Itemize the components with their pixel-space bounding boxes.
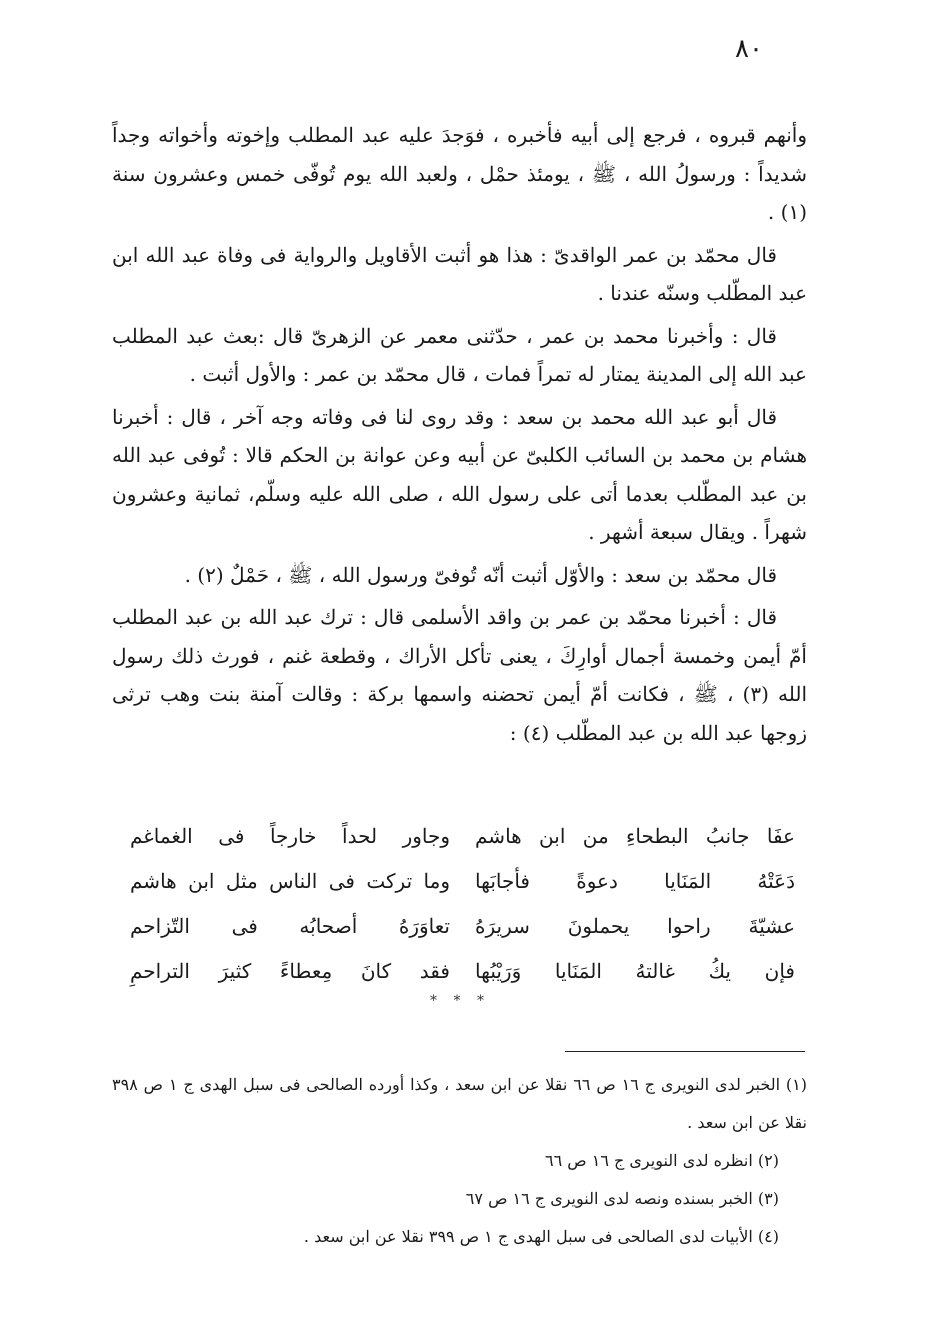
poem-verse: [130, 948, 795, 993]
poem-verse: [130, 858, 795, 903]
poem-verse: [130, 813, 795, 858]
paragraph: قال أبو عبد الله محمد بن سعد : وقد روى لنا فى وفاته وجه آخر ، قال : أخبرنا هشام بن محمد بن السائب الكلبىّ عن أبيه وعن عوانة بن الحكم قالا : تُوفى عبد الله بن عبد المطّلب بعدما أتى على رسول الله ، صلى الله عليه وسلّم، ثمانية وعشرون شهراً . ويقال سبعة أشهر .: [112, 404, 807, 544]
paragraph: قال محمّد بن سعد : والأوّل أثبت أنّه تُوفىّ ورسول الله ، ﷺ ، حَمْلٌ (٢) .: [184, 562, 777, 587]
hemistich-second: فقد كانَ مِعطاءً كثيرَ التراحمِ: [130, 958, 450, 983]
hemistich-first: عفَا جانبُ البطحاءِ من ابن هاشم: [475, 823, 795, 848]
footnote: (١) الخبر لدى النويرى ج ١٦ ص ٦٦ نقلا عن ابن سعد ، وكذا أورده الصالحى فى سبل الهدى ج ١ ص ٣٩٨ نقلا عن ابن سعد .: [112, 1075, 808, 1132]
paragraph: قال : أخبرنا محمّد بن عمر بن واقد الأسلمى قال : ترك عبد الله بن عبد المطلب أمّ أيمن وخمسة أجمال أوارِكَ ، يعنى تأكل الأراك ، وقطعة غنم ، فورث ذلك رسول الله (٣) ، ﷺ ، فكانت أمّ أيمن تحضنه واسمها بركة : وقالت آمنة بنت وهب ترثى زوجها عبد الله بن عبد المطّلب (٤) :: [112, 605, 808, 745]
footnote: (٤) الأبيات لدى الصالحى فى سبل الهدى ج ١ ص ٣٩٩ نقلا عن ابن سعد .: [303, 1227, 779, 1246]
poem-verse: [130, 903, 795, 948]
footnote-divider: [565, 1051, 805, 1052]
hemistich-second: تعاوَرَهُ أصحابُه فى التّزاحم: [130, 913, 450, 938]
footnote: (٢) انظره لدى النويرى ج ١٦ ص ٦٦: [545, 1151, 779, 1170]
hemistich-first: دَعَتْهُ المَنَايا دعوةً فأجابَها: [475, 868, 795, 893]
poem: [130, 813, 795, 993]
paragraph: قال محمّد بن عمر الواقدىّ : هذا هو أثبت الأقاويل والرواية فى وفاة عبد الله ابن عبد المطّلب وسنّه عندنا .: [112, 242, 807, 305]
paragraph: قال : وأخبرنا محمد بن عمر ، حدّثنى معمر عن الزهرىّ قال :بعث عبد المطلب عبد الله إلى المدينة يمتار له تمراً فمات ، قال محمّد بن عمر : والأول أثبت .: [112, 323, 807, 386]
hemistich-second: وما تركت فى الناس مثل ابن هاشم: [130, 868, 450, 893]
hemistich-first: فإن يكُ غالتهُ المَنَايا وَرَيْبُها: [475, 958, 795, 983]
section-separator: * * *: [430, 993, 490, 1009]
main-text: [112, 116, 807, 752]
footnotes: [112, 1066, 807, 1256]
hemistich-second: وجاور لحداً خارجاً فى الغماغم: [130, 823, 450, 848]
footnote: (٣) الخبر بسنده ونصه لدى النويرى ج ١٦ ص ٦٧: [465, 1189, 779, 1208]
page-number: ٨٠: [735, 34, 763, 64]
paragraph: وأنهم قبروه ، فرجع إلى أبيه فأخبره ، فوَجدَ عليه عبد المطلب وإخوته وأخواته وجداً شديداً : ورسولُ الله ، ﷺ ، يومئذ حمْل ، ولعبد الله يوم تُوفّى خمس وعشرون سنة (١) .: [112, 123, 807, 224]
hemistich-first: عشيّةَ راحوا يحملونَ سريرَهُ: [475, 913, 795, 938]
